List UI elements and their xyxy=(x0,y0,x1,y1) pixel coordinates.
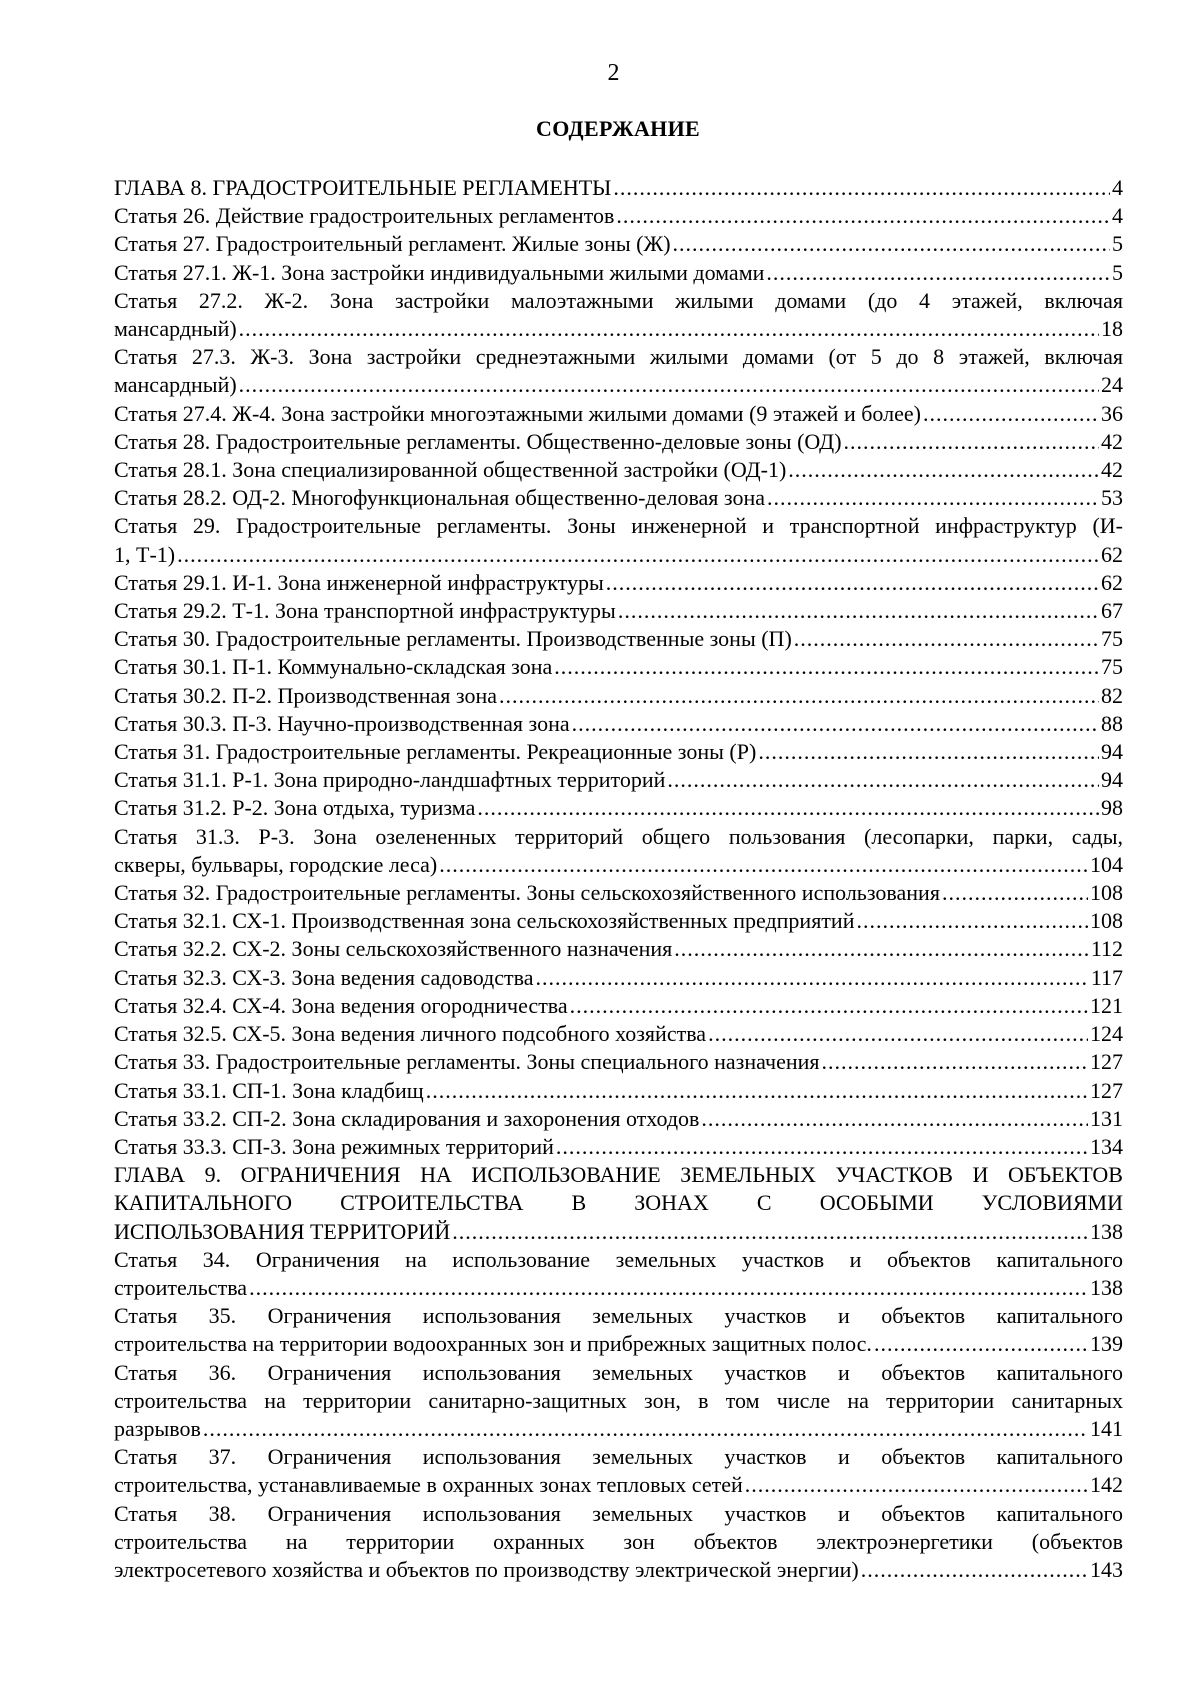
toc-entry-row xyxy=(114,625,1123,653)
dot-leader xyxy=(758,738,1099,766)
page-number: 2 xyxy=(607,60,620,86)
dot-leader xyxy=(554,653,1099,681)
toc-entry[interactable] xyxy=(114,823,1123,879)
toc-entry[interactable] xyxy=(114,230,1123,258)
toc-entry-title: Статья 33.3. СП-3. Зона режимных территорий xyxy=(114,1133,554,1159)
toc-entry-page: 5 xyxy=(1112,231,1123,257)
toc-entry-page: 138 xyxy=(1090,1218,1123,1244)
toc-entry-row xyxy=(114,259,1123,287)
dot-leader xyxy=(844,428,1099,456)
toc-entry-page: 117 xyxy=(1090,964,1123,990)
toc-entry[interactable] xyxy=(114,1302,1123,1358)
toc-entry-page: 143 xyxy=(1090,1556,1123,1582)
toc-entry-page: 104 xyxy=(1090,851,1123,877)
dot-leader xyxy=(923,400,1099,428)
toc-entry-page: 127 xyxy=(1090,1049,1123,1075)
toc-entry-title: Статья 32.5. СХ-5. Зона ведения личного подсобного хозяйства xyxy=(114,1021,707,1047)
toc-entry[interactable] xyxy=(114,484,1123,512)
toc-entry[interactable] xyxy=(114,1105,1123,1133)
toc-entry-row xyxy=(114,1415,1123,1443)
dot-leader xyxy=(477,794,1099,822)
toc-entry-row xyxy=(114,1556,1123,1584)
toc-entry-title: разрывов xyxy=(114,1415,201,1441)
toc-entry-title: Статья 30. Градостроительные регламенты. Производственные зоны (П) xyxy=(114,626,792,652)
dot-leader xyxy=(874,1330,1088,1358)
toc-entry[interactable] xyxy=(114,964,1123,992)
dot-leader xyxy=(439,851,1088,879)
toc-entry-row xyxy=(114,456,1123,484)
toc-entry-title: 1, Т-1) xyxy=(114,541,176,567)
toc-entry[interactable] xyxy=(114,1500,1123,1585)
toc-entry-row xyxy=(114,371,1123,399)
dot-leader xyxy=(536,964,1089,992)
toc-entry-line: КАПИТАЛЬНОГО СТРОИТЕЛЬСТВА В ЗОНАХ С ОСОБЫМИ УСЛОВИЯМИ xyxy=(114,1190,1123,1216)
toc-entry[interactable] xyxy=(114,343,1123,399)
dot-leader xyxy=(822,1048,1089,1076)
dot-leader xyxy=(616,202,1110,230)
toc-entry-line: Статья 35. Ограничения использования земельных участков и объектов капитального xyxy=(114,1303,1123,1329)
toc-entry[interactable] xyxy=(114,512,1123,568)
toc-entry-title: мансардный) xyxy=(114,372,237,398)
toc-entry-row xyxy=(114,794,1123,822)
toc-title: СОДЕРЖАНИЕ xyxy=(536,116,700,141)
toc-entry-title: Статья 26. Действие градостроительных регламентов xyxy=(114,203,615,229)
toc-entry-row xyxy=(114,1105,1123,1133)
table-of-contents xyxy=(114,174,1123,1584)
toc-entry-title: Статья 30.2. П-2. Производственная зона xyxy=(114,682,498,708)
dot-leader xyxy=(613,174,1110,202)
dot-leader xyxy=(203,1415,1088,1443)
toc-entry-row xyxy=(114,315,1123,343)
toc-entry-page: 67 xyxy=(1101,598,1123,624)
toc-entry[interactable] xyxy=(114,1161,1123,1246)
dot-leader xyxy=(767,484,1099,512)
toc-entry-page: 108 xyxy=(1090,908,1123,934)
toc-entry-title: Статья 30.3. П-3. Научно-производственная зона xyxy=(114,710,570,736)
toc-entry-row xyxy=(114,710,1123,738)
toc-entry-page: 94 xyxy=(1101,767,1123,793)
toc-entry[interactable] xyxy=(114,1133,1123,1161)
toc-entry-title: Статья 29.2. Т-1. Зона транспортной инфраструктуры xyxy=(114,598,616,624)
toc-entry-title: строительства xyxy=(114,1274,248,1300)
toc-entry-page: 139 xyxy=(1090,1331,1123,1357)
toc-entry-page: 134 xyxy=(1090,1133,1123,1159)
toc-entry-row xyxy=(114,851,1123,879)
toc-entry-page: 124 xyxy=(1090,1021,1123,1047)
dot-leader xyxy=(556,1133,1088,1161)
dot-leader xyxy=(499,682,1099,710)
toc-entry-title: ИСПОЛЬЗОВАНИЯ ТЕРРИТОРИЙ xyxy=(114,1218,451,1244)
toc-entry-page: 75 xyxy=(1101,654,1123,680)
toc-entry-title: Статья 31.1. Р-1. Зона природно-ландшафтных территорий xyxy=(114,767,666,793)
toc-entry-row xyxy=(114,964,1123,992)
toc-entry[interactable] xyxy=(114,879,1123,907)
toc-entry-line: Статья 34. Ограничения на использование земельных участков и объектов капитального xyxy=(114,1246,1123,1272)
toc-entry-title: Статья 32.4. СХ-4. Зона ведения огородничества xyxy=(114,992,568,1018)
toc-entry-row xyxy=(114,1133,1123,1161)
toc-entry-title: Статья 27.1. Ж-1. Зона застройки индивидуальными жилыми домами xyxy=(114,259,765,285)
dot-leader xyxy=(708,1020,1088,1048)
toc-entry-line: строительства на территории охранных зон объектов электроэнергетики (объектов xyxy=(114,1528,1123,1554)
toc-entry[interactable] xyxy=(114,174,1123,202)
toc-entry-page: 112 xyxy=(1090,936,1123,962)
toc-entry-title: Статья 31. Градостроительные регламенты. Рекреационные зоны (Р) xyxy=(114,739,757,765)
toc-entry-page: 98 xyxy=(1101,795,1123,821)
toc-entry[interactable] xyxy=(114,1443,1123,1499)
toc-entry-title: мансардный) xyxy=(114,316,237,342)
dot-leader xyxy=(745,1471,1088,1499)
toc-entry-title: Статья 32.2. СХ-2. Зоны сельскохозяйственного назначения xyxy=(114,936,673,962)
toc-entry-title: Статья 30.1. П-1. Коммунально-складская зона xyxy=(114,654,553,680)
toc-entry-row xyxy=(114,174,1123,202)
toc-entry-page: 5 xyxy=(1112,259,1123,285)
toc-entry-title: скверы, бульвары, городские леса) xyxy=(114,851,438,877)
toc-entry[interactable] xyxy=(114,710,1123,738)
toc-entry-row xyxy=(114,992,1123,1020)
toc-entry-row xyxy=(114,1077,1123,1105)
toc-entry-row xyxy=(114,484,1123,512)
toc-entry[interactable] xyxy=(114,287,1123,343)
toc-entry-row xyxy=(114,202,1123,230)
toc-entry-title: Статья 33.2. СП-2. Зона складирования и захоронения отходов xyxy=(114,1105,700,1131)
toc-entry-title: Статья 28.1. Зона специализированной общественной застройки (ОД-1) xyxy=(114,457,787,483)
dot-leader xyxy=(861,1556,1088,1584)
dot-leader xyxy=(766,259,1110,287)
toc-entry[interactable] xyxy=(114,1246,1123,1302)
dot-leader xyxy=(942,879,1088,907)
toc-entry-row xyxy=(114,597,1123,625)
dot-leader xyxy=(673,230,1110,258)
toc-entry-title: Статья 28.2. ОД-2. Многофункциональная общественно-деловая зона xyxy=(114,485,766,511)
dot-leader xyxy=(606,569,1099,597)
toc-entry-title: Статья 32.3. СХ-3. Зона ведения садоводства xyxy=(114,964,534,990)
toc-entry-page: 138 xyxy=(1090,1274,1123,1300)
toc-entry-line: строительства на территории санитарно-защитных зон, в том числе на территории санитарных xyxy=(114,1387,1123,1413)
toc-entry[interactable] xyxy=(114,682,1123,710)
dot-leader xyxy=(701,1105,1088,1133)
toc-entry-line: Статья 27.3. Ж-3. Зона застройки среднеэтажными жилыми домами (от 5 до 8 этажей, включая xyxy=(114,344,1123,370)
toc-entry-title: Статья 32.1. СХ-1. Производственная зона сельскохозяйственных предприятий xyxy=(114,908,855,934)
toc-entry[interactable] xyxy=(114,259,1123,287)
toc-entry[interactable] xyxy=(114,428,1123,456)
toc-entry-title: Статья 33. Градостроительные регламенты. Зоны специального назначения xyxy=(114,1049,820,1075)
toc-entry[interactable] xyxy=(114,935,1123,963)
toc-entry-title: Статья 28. Градостроительные регламенты. Общественно-деловые зоны (ОД) xyxy=(114,428,842,454)
toc-entry-row xyxy=(114,879,1123,907)
dot-leader xyxy=(674,935,1089,963)
dot-leader xyxy=(239,315,1099,343)
toc-entry-row xyxy=(114,738,1123,766)
toc-entry-line: Статья 38. Ограничения использования земельных участков и объектов капитального xyxy=(114,1500,1123,1526)
toc-entry-line: ГЛАВА 9. ОГРАНИЧЕНИЯ НА ИСПОЛЬЗОВАНИЕ ЗЕМЕЛЬНЫХ УЧАСТКОВ И ОБЪЕКТОВ xyxy=(114,1162,1123,1188)
toc-entry[interactable] xyxy=(114,569,1123,597)
toc-entry-row xyxy=(114,569,1123,597)
toc-entry-row xyxy=(114,428,1123,456)
toc-entry-row xyxy=(114,766,1123,794)
toc-entry-page: 127 xyxy=(1090,1077,1123,1103)
dot-leader xyxy=(570,992,1088,1020)
toc-entry-page: 62 xyxy=(1101,541,1123,567)
toc-entry-page: 108 xyxy=(1090,880,1123,906)
toc-entry-page: 4 xyxy=(1112,175,1123,200)
toc-entry[interactable] xyxy=(114,456,1123,484)
toc-entry[interactable] xyxy=(114,738,1123,766)
toc-entry-title: строительства на территории водоохранных зон и прибрежных защитных полос. xyxy=(114,1331,872,1357)
toc-entry-row xyxy=(114,1218,1123,1246)
toc-entry-row xyxy=(114,1048,1123,1076)
dot-leader xyxy=(667,766,1099,794)
toc-entry[interactable] xyxy=(114,794,1123,822)
toc-entry-page: 42 xyxy=(1101,428,1123,454)
toc-entry-page: 88 xyxy=(1101,710,1123,736)
dot-leader xyxy=(856,907,1088,935)
toc-entry[interactable] xyxy=(114,1048,1123,1076)
toc-entry-line: Статья 31.3. Р-3. Зона озелененных территорий общего пользования (лесопарки, парки, сады, xyxy=(114,823,1123,849)
toc-entry-title: Статья 33.1. СП-1. Зона кладбищ xyxy=(114,1077,424,1103)
dot-leader xyxy=(788,456,1099,484)
toc-entry-page: 18 xyxy=(1101,316,1123,342)
toc-entry-title: Статья 29.1. И-1. Зона инженерной инфраструктуры xyxy=(114,569,604,595)
toc-entry-page: 75 xyxy=(1101,626,1123,652)
toc-entry-page: 94 xyxy=(1101,739,1123,765)
toc-entry-row xyxy=(114,1330,1123,1358)
toc-entry[interactable] xyxy=(114,1020,1123,1048)
dot-leader xyxy=(452,1218,1088,1246)
dot-leader xyxy=(239,371,1099,399)
toc-entry-title: ГЛАВА 8. ГРАДОСТРОИТЕЛЬНЫЕ РЕГЛАМЕНТЫ xyxy=(114,175,612,200)
toc-entry[interactable] xyxy=(114,907,1123,935)
toc-entry-row xyxy=(114,935,1123,963)
toc-entry-page: 53 xyxy=(1101,485,1123,511)
toc-entry[interactable] xyxy=(114,400,1123,428)
toc-entry-title: Статья 27. Градостроительный регламент. Жилые зоны (Ж) xyxy=(114,231,671,257)
toc-entry[interactable] xyxy=(114,992,1123,1020)
toc-entry-title: строительства, устанавливаемые в охранных зонах тепловых сетей xyxy=(114,1472,743,1498)
toc-entry[interactable] xyxy=(114,1077,1123,1105)
toc-entry-page: 62 xyxy=(1101,569,1123,595)
toc-entry-row xyxy=(114,230,1123,258)
toc-entry[interactable] xyxy=(114,625,1123,653)
dot-leader xyxy=(794,625,1099,653)
dot-leader xyxy=(572,710,1099,738)
toc-entry-page: 24 xyxy=(1101,372,1123,398)
toc-entry-row xyxy=(114,907,1123,935)
toc-entry-row xyxy=(114,653,1123,681)
toc-entry-page: 131 xyxy=(1090,1105,1123,1131)
toc-entry-row xyxy=(114,541,1123,569)
toc-entry-page: 82 xyxy=(1101,682,1123,708)
dot-leader xyxy=(618,597,1099,625)
toc-entry[interactable] xyxy=(114,597,1123,625)
toc-entry-page: 141 xyxy=(1090,1415,1123,1441)
toc-entry-title: Статья 27.4. Ж-4. Зона застройки многоэтажными жилыми домами (9 этажей и более) xyxy=(114,400,921,426)
toc-entry[interactable] xyxy=(114,1359,1123,1444)
toc-entry-page: 142 xyxy=(1090,1472,1123,1498)
dot-leader xyxy=(249,1274,1088,1302)
dot-leader xyxy=(426,1077,1088,1105)
toc-entry-page: 4 xyxy=(1112,203,1123,229)
toc-entry-title: электросетевого хозяйства и объектов по производству электрической энергии) xyxy=(114,1556,859,1582)
toc-entry-title: Статья 31.2. Р-2. Зона отдыха, туризма xyxy=(114,795,476,821)
toc-entry-row xyxy=(114,1274,1123,1302)
toc-entry-page: 121 xyxy=(1090,992,1123,1018)
toc-entry[interactable] xyxy=(114,202,1123,230)
toc-entry[interactable] xyxy=(114,766,1123,794)
dot-leader xyxy=(177,541,1099,569)
toc-entry-line: Статья 36. Ограничения использования земельных участков и объектов капитального xyxy=(114,1359,1123,1385)
toc-entry-title: Статья 32. Градостроительные регламенты. Зоны сельскохозяйственного использования xyxy=(114,880,940,906)
toc-entry-row xyxy=(114,1471,1123,1499)
toc-entry-line: Статья 29. Градостроительные регламенты. Зоны инженерной и транспортной инфраструктур (И- xyxy=(114,513,1123,539)
toc-entry-row xyxy=(114,1020,1123,1048)
toc-entry-line: Статья 37. Ограничения использования земельных участков и объектов капитального xyxy=(114,1444,1123,1470)
toc-entry-page: 36 xyxy=(1101,400,1123,426)
toc-entry-line: Статья 27.2. Ж-2. Зона застройки малоэтажными жилыми домами (до 4 этажей, включая xyxy=(114,287,1123,313)
toc-entry-row xyxy=(114,682,1123,710)
toc-entry-page: 42 xyxy=(1101,457,1123,483)
toc-entry[interactable] xyxy=(114,653,1123,681)
toc-entry-row xyxy=(114,400,1123,428)
